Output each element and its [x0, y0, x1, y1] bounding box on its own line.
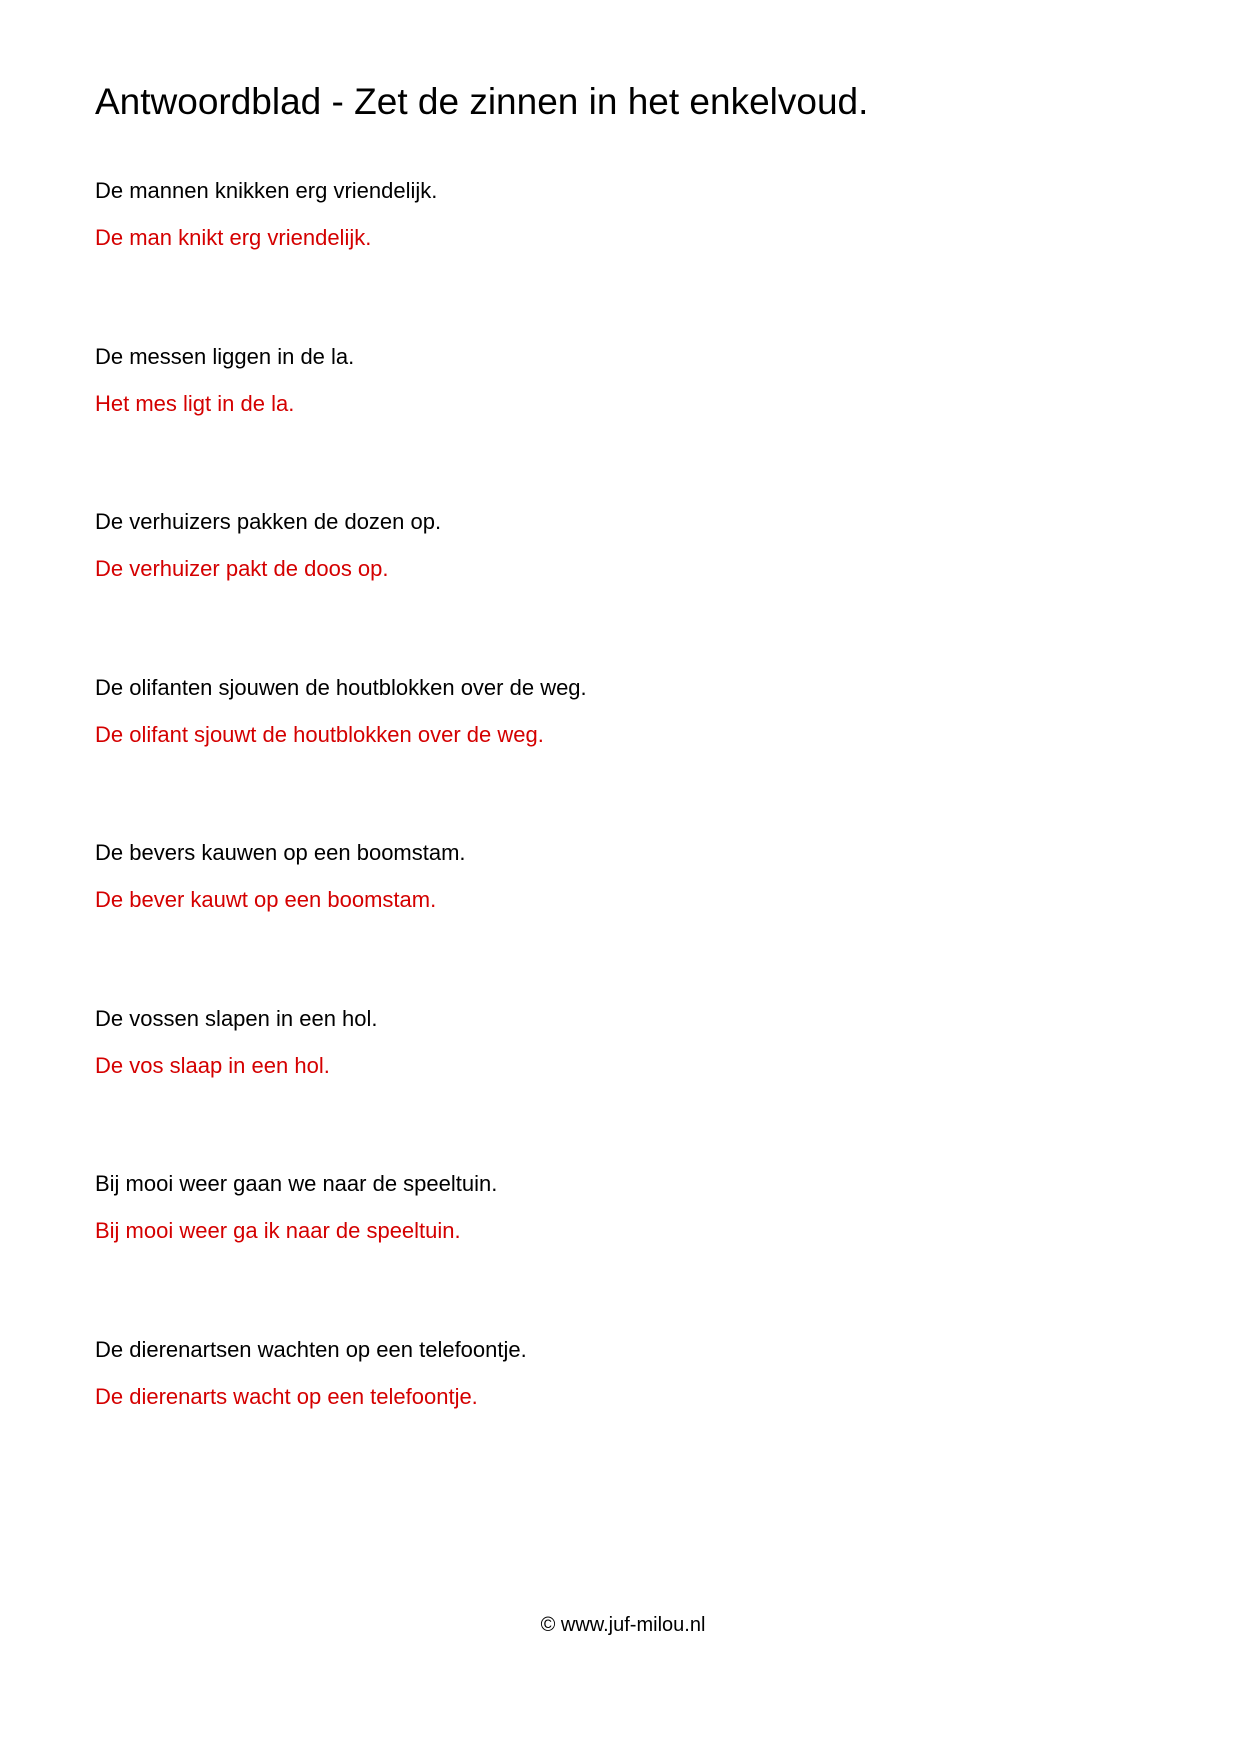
exercise-item-8 — [95, 1335, 1155, 1501]
answer-text: De olifant sjouwt de houtblokken over de weg. — [95, 721, 544, 747]
exercise-item-7 — [95, 1169, 1155, 1335]
question-text: De verhuizers pakken de dozen op. — [95, 509, 442, 534]
question-text: De bevers kauwen op een boomstam. — [95, 840, 466, 865]
exercise-item-6 — [95, 1004, 1155, 1170]
question-text: De olifanten sjouwen de houtblokken over de weg. — [95, 674, 587, 700]
exercise-item-1 — [95, 176, 1155, 342]
answer-text: De man knikt erg vriendelijk. — [95, 225, 372, 250]
answer-text: De dierenarts wacht op een telefoontje. — [95, 1383, 478, 1409]
exercise-item-3 — [95, 507, 1155, 673]
question-text: De mannen knikken erg vriendelijk. — [95, 178, 438, 203]
answer-text: De verhuizer pakt de doos op. — [95, 556, 389, 581]
question-text: De vossen slapen in een hol. — [95, 1005, 378, 1031]
answer-text: Bij mooi weer ga ik naar de speeltuin. — [95, 1218, 461, 1243]
exercise-list — [95, 176, 1155, 1500]
exercise-item-4 — [95, 673, 1155, 839]
footer-copyright: © www.juf-milou.nl — [540, 1614, 706, 1636]
question-text: Bij mooi weer gaan we naar de speeltuin. — [95, 1171, 498, 1196]
exercise-item-2 — [95, 342, 1155, 508]
answer-text: De bever kauwt op een boomstam. — [95, 887, 437, 912]
exercise-item-5 — [95, 838, 1155, 1004]
answer-text: De vos slaap in een hol. — [95, 1052, 330, 1078]
question-text: De messen liggen in de la. — [95, 343, 355, 369]
answer-text: Het mes ligt in de la. — [95, 390, 295, 416]
question-text: De dierenartsen wachten op een telefoontje. — [95, 1336, 527, 1362]
page-title: Antwoordblad - Zet de zinnen in het enkelvoud. — [95, 81, 869, 122]
